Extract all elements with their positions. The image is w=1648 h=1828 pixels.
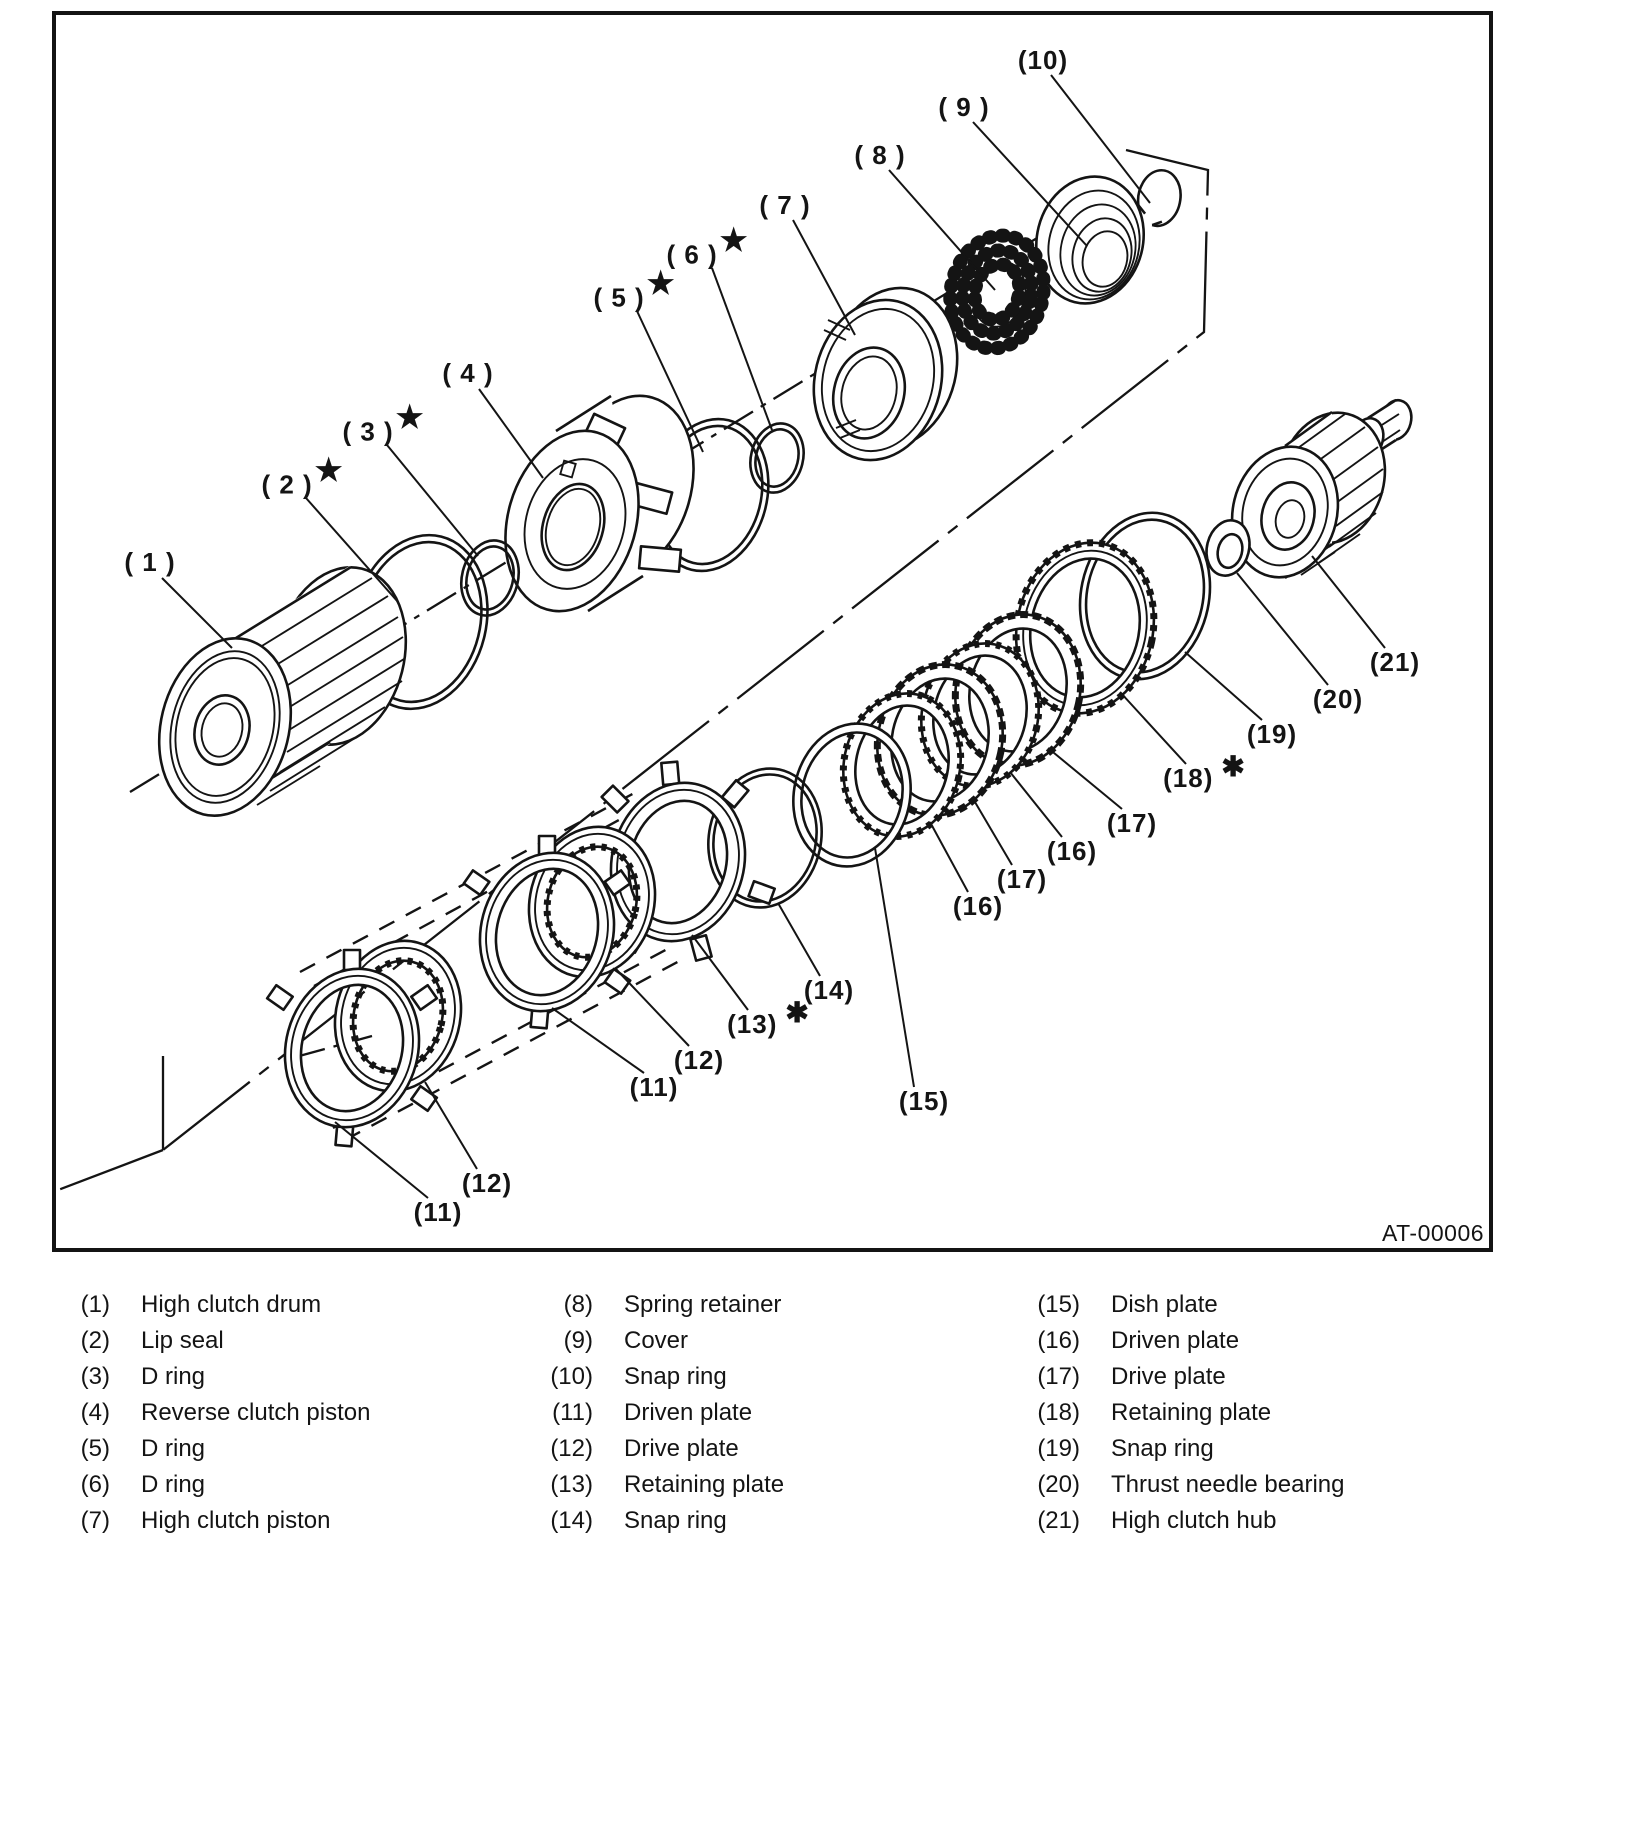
callout-17: (17): [996, 864, 1048, 894]
legend-item: (13) Retaining plate: [550, 1471, 785, 1498]
legend-item: (1) High clutch drum: [80, 1291, 322, 1318]
callout-11: (11): [629, 1072, 679, 1102]
legend-item: (3) D ring: [80, 1363, 206, 1390]
callout-20: (20): [1312, 684, 1364, 714]
legend-item: (18) Retaining plate: [1037, 1399, 1272, 1426]
legend-item: (9) Cover: [563, 1327, 689, 1354]
star-icon: ★: [646, 265, 675, 301]
part-6-d-ring: [743, 418, 810, 499]
star-icon: ★: [395, 399, 424, 435]
callout-18: (18) ✱: [1163, 751, 1245, 793]
callout-5: ( 5 )★: [593, 265, 675, 313]
callout-8: ( 8 ): [854, 140, 906, 170]
legend-item: (4) Reverse clutch piston: [80, 1399, 371, 1426]
legend-item: (2) Lip seal: [80, 1327, 224, 1354]
callout-14: (14): [803, 975, 855, 1005]
asterisk-icon: ✱: [1221, 751, 1245, 782]
legend-item: (15) Dish plate: [1037, 1291, 1218, 1318]
legend-item: (21) High clutch hub: [1037, 1507, 1277, 1534]
callout-12: (12): [673, 1045, 725, 1075]
callout-16: (16): [952, 891, 1004, 921]
callout-11: (11): [413, 1197, 463, 1227]
callout-1: ( 1 ): [124, 547, 176, 577]
part-1-high-clutch-drum: [141, 553, 424, 830]
callout-12: (12): [461, 1168, 513, 1198]
figure-code: AT-00006: [1382, 1220, 1485, 1246]
asterisk-icon: ✱: [785, 997, 809, 1028]
callout-3: ( 3 )★: [342, 399, 424, 447]
callout-7: ( 7 ): [759, 190, 811, 220]
callout-2: ( 2 )★: [261, 452, 343, 500]
star-icon: ★: [314, 452, 343, 488]
callout-17: (17): [1106, 808, 1158, 838]
callout-13: (13) ✱: [727, 997, 809, 1039]
callout-15: (15): [898, 1086, 950, 1116]
legend-item: (7) High clutch piston: [80, 1507, 331, 1534]
legend-item: (20) Thrust needle bearing: [1037, 1471, 1345, 1498]
legend-item: (10) Snap ring: [550, 1363, 727, 1390]
part-21-high-clutch-hub: [1219, 397, 1416, 589]
legend-item: (12) Drive plate: [550, 1435, 739, 1462]
callout-6: ( 6 )★: [666, 222, 748, 270]
legend-item: (11) Driven plate: [552, 1399, 753, 1426]
legend-item: (5) D ring: [80, 1435, 206, 1462]
legend-item: (14) Snap ring: [550, 1507, 727, 1534]
callout-4: ( 4 ): [442, 358, 494, 388]
legend-item: (6) D ring: [80, 1471, 206, 1498]
callout-10: (10): [1017, 45, 1069, 75]
callout-9: ( 9 ): [938, 92, 990, 122]
callout-16: (16): [1046, 836, 1098, 866]
callout-21: (21): [1369, 647, 1421, 677]
star-icon: ★: [719, 222, 748, 258]
legend-item: (8) Spring retainer: [563, 1291, 782, 1318]
legend-item: (16) Driven plate: [1037, 1327, 1240, 1354]
callout-19: (19): [1246, 719, 1298, 749]
legend-item: (17) Drive plate: [1037, 1363, 1226, 1390]
part-4-reverse-clutch-piston: [485, 380, 714, 627]
legend-item: (19) Snap ring: [1037, 1435, 1214, 1462]
